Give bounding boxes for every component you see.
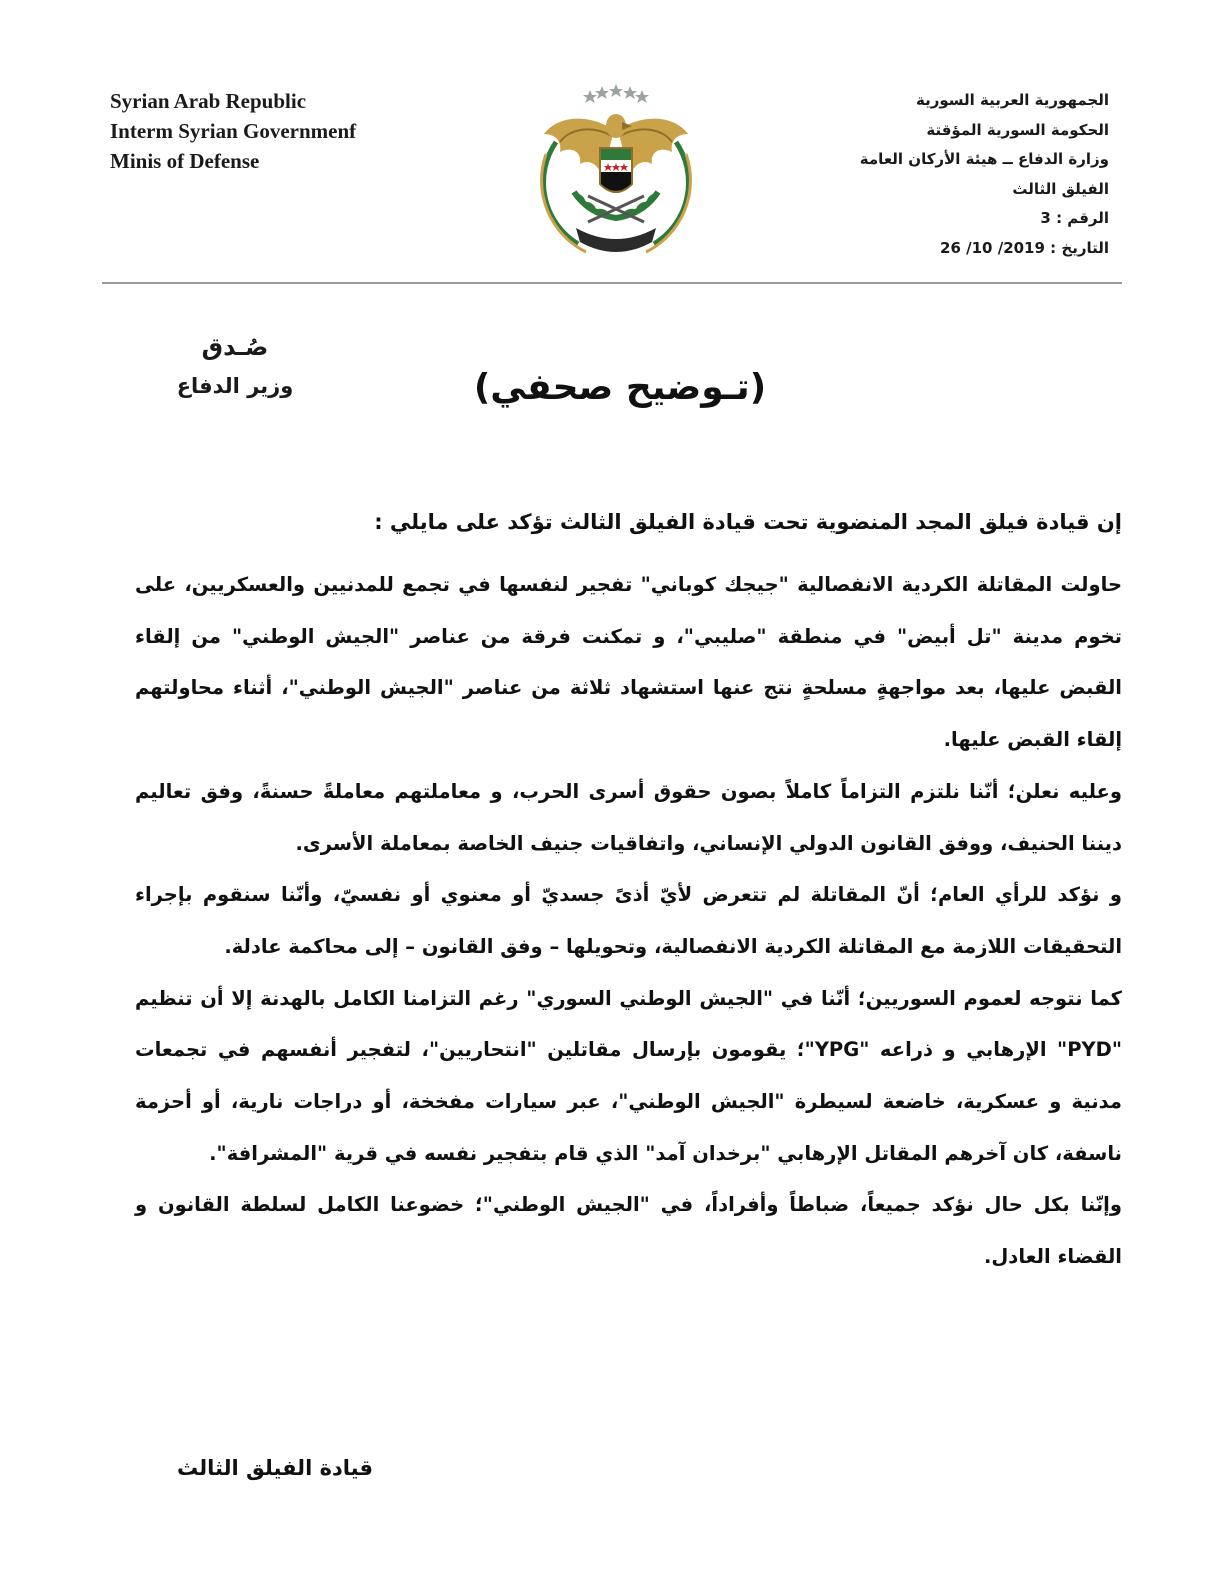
reference-number: الرقم : 3 (1040, 209, 1109, 227)
english-letterhead (110, 86, 356, 176)
corps-name-ar: الفيلق الثالث (1012, 179, 1109, 198)
army-emblem-logo (516, 72, 716, 272)
country-name-en: Syrian Arab Republic (110, 89, 307, 113)
government-name-ar: الحكومة السورية المؤقتة (926, 120, 1109, 139)
paragraph: وإنّنا بكل حال نؤكد جميعاً، ضباطاً وأفراداً، في "الجيش الوطني"؛ خضوعنا الكامل لسلطة القانون و القضاء العادل. (135, 1193, 1122, 1269)
approved-label: صُـدق (201, 333, 269, 361)
approval-stamp (150, 328, 320, 406)
ministry-name-ar: وزارة الدفاع ــ هيئة الأركان العامة (859, 150, 1109, 168)
arabic-letterhead (860, 86, 1109, 263)
paragraph: حاولت المقاتلة الكردية الانفصالية "جيجك كوباني" تفجير لنفسها في تجمع للمدنيين والعسكريين، على تخوم مدينة "تل أبيض" في منطقة "صليبي"، و تمكنت فرقة من عناصر "الجيش الوطني" من إلقاء القبض عليها، بعد مواجهةٍ مسلحةٍ نتج عنها استشهاد ثلاثة من عناصر "الجيش الوطني"، أثناء محاولتهم إلقاء القبض عليها. (135, 573, 1122, 752)
eagle-emblem-icon (516, 72, 716, 272)
paragraph: وعليه نعلن؛ أنّنا نلتزم التزاماً كاملاً بصون حقوق أسرى الحرب، و معاملتهم معاملةً حسنةً، وفق تعاليم ديننا الحنيف، ووفق القانون الدولي الإنساني، واتفاقيات جنيف الخاصة بمعاملة الأسرى. (135, 779, 1122, 855)
country-name-ar: الجمهورية العربية السورية (916, 91, 1109, 109)
signature-block: قيادة الفيلق الثالث (177, 1456, 373, 1480)
lead-statement: إن قيادة فيلق المجد المنضوية تحت قيادة الفيلق الثالث تؤكد على مايلي : (374, 510, 1122, 534)
defense-minister-label: وزير الدفاع (176, 374, 294, 398)
paragraph: و نؤكد للرأي العام؛ أنّ المقاتلة لم تتعرض لأيّ أذىً جسديّ أو معنوي أو نفسيّ، وأنّنا سنقوم بإجراء التحقيقات اللازمة مع المقاتلة الكردية الانفصالية، وتحويلها – وفق القانون – إلى محاكمة عادلة. (135, 883, 1122, 958)
document-body (135, 559, 1122, 1283)
document-date: التاريخ : 2019/ 10/ 26 (940, 238, 1109, 257)
document-title: (تـوضيح صحفي) (473, 367, 767, 408)
paragraph: كما نتوجه لعموم السوريين؛ أنّنا في "الجيش الوطني السوري" رغم التزامنا الكامل بالهدنة إلا أن تنظيم "PYD" الإرهابي و ذراعه "YPG"؛ يقومون بإرسال مقاتلين "انتحاريين"، لتفجير أنفسهم في تجمعات مدنية و عسكرية، خاضعة لسيطرة "الجيش الوطني"، عبر سيارات مفخخة، أو دراجات نارية، أو أحزمة ناسفة، كان آخرهم المقاتل الإرهابي "برخدان آمد" الذي قام بتفجير نفسه في قرية "المشرافة". (135, 986, 1122, 1165)
header-divider (102, 282, 1122, 284)
government-name-en: Interm Syrian Governmenf (110, 119, 357, 143)
ministry-name-en: Minis of Defense (110, 149, 260, 173)
